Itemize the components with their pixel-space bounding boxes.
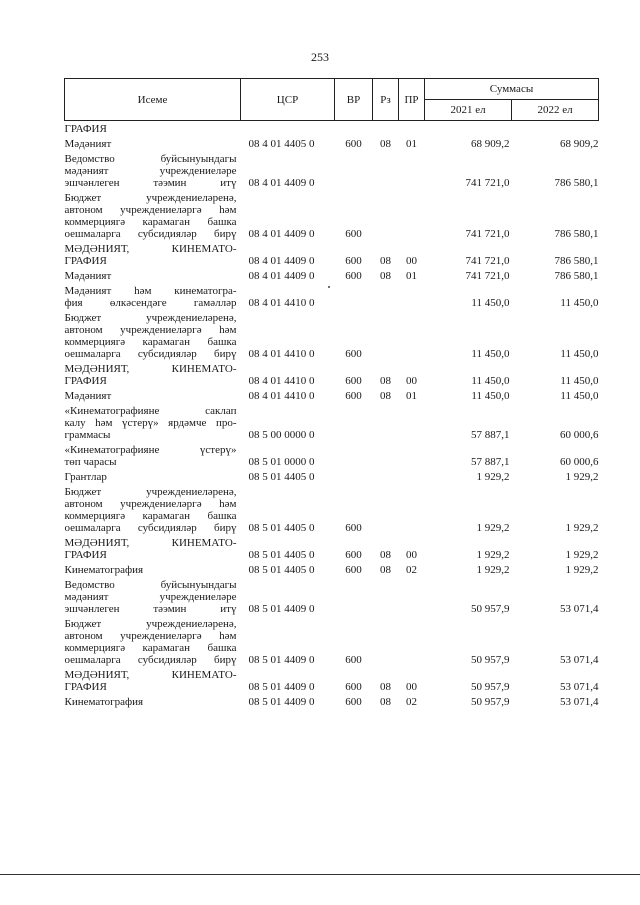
row-pr-code <box>399 618 425 669</box>
row-rz-code: 08 <box>380 549 391 561</box>
row-vr-code <box>335 121 373 139</box>
row-vr-code: 600 <box>345 138 362 150</box>
row-name-line: автоном учреждениеләргә һәм <box>64 204 237 216</box>
table-row <box>65 285 599 312</box>
row-amount-2022: 1 929,2 <box>565 522 599 534</box>
row-amount-2021: 741 721,0 <box>465 255 510 267</box>
row-rz-code <box>373 192 399 243</box>
row-name <box>65 444 241 471</box>
row-rz-code: 08 <box>380 681 391 693</box>
row-rz-code: 08 <box>380 375 391 387</box>
row-vr-code: 600 <box>345 390 362 402</box>
row-name-line: «Кинематографияне саклап <box>64 405 237 417</box>
table-row <box>65 363 599 390</box>
row-name-line: мәдәният учреждениеләре <box>64 591 237 603</box>
row-name <box>65 192 241 243</box>
row-amount-2022: 11 450,0 <box>560 375 599 387</box>
row-name-line: автоном учреждениеләргә һәм <box>64 630 237 642</box>
row-amount-2021: 741 721,0 <box>465 177 510 189</box>
row-csr-code: 08 4 01 4409 0 <box>248 255 315 267</box>
row-amount-2021: 741 721,0 <box>465 228 510 240</box>
row-amount-2021: 50 957,9 <box>471 681 510 693</box>
row-csr-code: 08 5 01 4409 0 <box>248 696 315 708</box>
row-name-line: оешмаларга субсидияләр бирү <box>64 228 237 240</box>
row-csr-code: 08 5 01 4409 0 <box>248 654 315 666</box>
row-rz-code <box>373 405 399 444</box>
row-pr-code <box>399 471 425 486</box>
row-amount-2021 <box>425 121 512 139</box>
table-row <box>65 696 599 711</box>
row-csr-code: 08 5 01 4409 0 <box>248 681 315 693</box>
row-amount-2021: 11 450,0 <box>471 390 510 402</box>
row-rz-code: 08 <box>380 270 391 282</box>
row-name-line: Ведомство буйсынуындагы <box>64 579 237 591</box>
table-row <box>65 618 599 669</box>
row-name-line: фия өлкәсендәге гамәлләр <box>64 297 237 309</box>
table-header <box>65 79 599 121</box>
row-name-line: Кинематография <box>64 564 144 576</box>
table-row <box>65 471 599 486</box>
table-row <box>65 138 599 153</box>
column-header-year-2021: 2021 ел <box>425 100 512 121</box>
row-rz-code <box>373 444 399 471</box>
row-vr-code <box>335 471 373 486</box>
row-pr-code <box>399 285 425 312</box>
table-row <box>65 444 599 471</box>
row-rz-code <box>373 153 399 192</box>
row-amount-2022: 786 580,1 <box>554 177 599 189</box>
row-amount-2021: 57 887,1 <box>471 456 510 468</box>
row-name-line: Мәдәният һәм кинематогра- <box>64 285 237 297</box>
row-pr-code: 02 <box>406 696 417 708</box>
row-name-line: Мәдәният <box>64 390 112 402</box>
row-amount-2021: 50 957,9 <box>471 696 510 708</box>
row-name <box>65 312 241 363</box>
row-pr-code: 02 <box>406 564 417 576</box>
row-vr-code: 600 <box>345 375 362 387</box>
row-name <box>65 121 241 139</box>
row-pr-code <box>399 312 425 363</box>
row-name-line: Кинематография <box>64 696 144 708</box>
row-name-line: мәдәният учреждениеләре <box>64 165 237 177</box>
row-rz-code <box>373 285 399 312</box>
row-vr-code: 600 <box>345 255 362 267</box>
row-amount-2021: 57 887,1 <box>471 429 510 441</box>
row-vr-code: 600 <box>345 549 362 561</box>
row-pr-code: 01 <box>406 390 417 402</box>
row-rz-code <box>373 618 399 669</box>
row-amount-2022: 60 000,6 <box>560 456 599 468</box>
row-name-line: МӘДӘНИЯТ, КИНЕМАТО- <box>64 363 237 375</box>
row-name-line: МӘДӘНИЯТ, КИНЕМАТО- <box>64 243 237 255</box>
row-name <box>65 618 241 669</box>
row-amount-2021: 1 929,2 <box>476 549 510 561</box>
row-rz-code <box>373 579 399 618</box>
row-pr-code <box>399 121 425 139</box>
row-pr-code <box>399 405 425 444</box>
row-amount-2022: 68 909,2 <box>560 138 599 150</box>
row-name-line: Бюджет учреждениеләренә, <box>64 312 237 324</box>
row-amount-2021: 50 957,9 <box>471 603 510 615</box>
row-csr-code: 08 5 01 4405 0 <box>248 522 315 534</box>
column-header-csr: ЦСР <box>241 79 335 121</box>
row-name-line: төп чарасы <box>64 456 117 468</box>
row-csr-code: 08 4 01 4409 0 <box>248 177 315 189</box>
row-amount-2022: 786 580,1 <box>554 228 599 240</box>
row-name-line: калу һәм үстерү» ярдәмче про- <box>64 417 237 429</box>
row-amount-2022: 11 450,0 <box>560 390 599 402</box>
row-name-line: Мәдәният <box>64 138 112 150</box>
row-amount-2021: 1 929,2 <box>476 471 510 483</box>
row-vr-code: 600 <box>345 348 362 360</box>
row-csr-code: 08 4 01 4410 0 <box>248 375 315 387</box>
row-pr-code: 01 <box>406 270 417 282</box>
row-pr-code <box>399 579 425 618</box>
row-name <box>65 486 241 537</box>
row-csr-code: 08 5 01 4405 0 <box>248 549 315 561</box>
row-name-line: оешмаларга субсидияләр бирү <box>64 522 237 534</box>
row-pr-code: 00 <box>406 681 417 693</box>
row-name-line: оешмаларга субсидияләр бирү <box>64 654 237 666</box>
row-name-line: коммерциягә карамаган башка <box>64 336 237 348</box>
row-csr-code <box>241 121 335 139</box>
row-name-line: автоном учреждениеләргә һәм <box>64 324 237 336</box>
row-csr-code: 08 5 01 4405 0 <box>248 564 315 576</box>
row-vr-code <box>335 285 373 312</box>
table-row <box>65 270 599 285</box>
row-vr-code <box>335 153 373 192</box>
table-row <box>65 537 599 564</box>
row-name-line: Грантлар <box>64 471 107 483</box>
row-amount-2022: 60 000,6 <box>560 429 599 441</box>
row-pr-code <box>399 192 425 243</box>
table-row <box>65 564 599 579</box>
row-amount-2022: 786 580,1 <box>554 270 599 282</box>
row-amount-2022: 11 450,0 <box>560 348 599 360</box>
row-name-line: МӘДӘНИЯТ, КИНЕМАТО- <box>64 669 237 681</box>
row-amount-2021: 50 957,9 <box>471 654 510 666</box>
row-vr-code: 600 <box>345 681 362 693</box>
row-amount-2021: 11 450,0 <box>471 297 510 309</box>
table-row <box>65 486 599 537</box>
row-name <box>65 537 241 564</box>
row-csr-code: 08 4 01 4410 0 <box>248 390 315 402</box>
table-row <box>65 390 599 405</box>
row-amount-2021: 11 450,0 <box>471 348 510 360</box>
table-body <box>65 121 599 712</box>
column-header-year-2022: 2022 ел <box>512 100 599 121</box>
row-csr-code: 08 5 01 4405 0 <box>248 471 315 483</box>
page-number: 253 <box>311 50 329 64</box>
row-csr-code: 08 4 01 4410 0 <box>248 297 315 309</box>
row-name <box>65 405 241 444</box>
table-row <box>65 579 599 618</box>
row-csr-code: 08 4 01 4409 0 <box>248 228 315 240</box>
row-name <box>65 363 241 390</box>
row-name-line: эшчәнлеген тәэмин итү <box>64 177 237 189</box>
row-rz-code <box>373 312 399 363</box>
row-rz-code: 08 <box>380 138 391 150</box>
row-name <box>65 138 241 153</box>
row-csr-code: 08 5 01 0000 0 <box>248 456 315 468</box>
row-name-line: автоном учреждениеләргә һәм <box>64 498 237 510</box>
budget-table <box>64 78 599 711</box>
row-name-line: Бюджет учреждениеләренә, <box>64 192 237 204</box>
row-pr-code <box>399 444 425 471</box>
row-vr-code: 600 <box>345 522 362 534</box>
row-amount-2021: 68 909,2 <box>471 138 510 150</box>
row-name-line: эшчәнлеген тәэмин итү <box>64 603 237 615</box>
table-row <box>65 669 599 696</box>
row-csr-code: 08 5 01 4409 0 <box>248 603 315 615</box>
row-amount-2022: 53 071,4 <box>560 654 599 666</box>
row-name-line: ГРАФИЯ <box>64 123 107 135</box>
column-header-name: Исеме <box>65 79 241 121</box>
row-name-line: ГРАФИЯ <box>64 549 107 561</box>
row-name <box>65 285 241 312</box>
row-name-line: ГРАФИЯ <box>64 681 107 693</box>
row-rz-code: 08 <box>380 255 391 267</box>
row-vr-code: 600 <box>345 228 362 240</box>
table-row <box>65 192 599 243</box>
row-amount-2022: 786 580,1 <box>554 255 599 267</box>
row-amount-2022: 1 929,2 <box>565 471 599 483</box>
row-csr-code: 08 4 01 4409 0 <box>248 270 315 282</box>
table-row <box>65 121 599 139</box>
row-name <box>65 153 241 192</box>
row-csr-code: 08 5 00 0000 0 <box>248 429 315 441</box>
row-name-line: оешмаларга субсидияләр бирү <box>64 348 237 360</box>
row-rz-code: 08 <box>380 390 391 402</box>
table-row <box>65 243 599 270</box>
row-pr-code: 00 <box>406 549 417 561</box>
row-vr-code: 600 <box>345 696 362 708</box>
row-name <box>65 564 241 579</box>
row-amount-2021: 11 450,0 <box>471 375 510 387</box>
row-amount-2022: 11 450,0 <box>560 297 599 309</box>
table-row <box>65 153 599 192</box>
row-name-line: коммерциягә карамаган башка <box>64 510 237 522</box>
row-rz-code: 08 <box>380 564 391 576</box>
row-name-line: Бюджет учреждениеләренә, <box>64 618 237 630</box>
row-name-line: коммерциягә карамаган башка <box>64 642 237 654</box>
table-row <box>65 312 599 363</box>
row-amount-2022: 53 071,4 <box>560 603 599 615</box>
row-amount-2021: 741 721,0 <box>465 270 510 282</box>
row-name <box>65 390 241 405</box>
row-name <box>65 669 241 696</box>
row-vr-code: 600 <box>345 564 362 576</box>
row-vr-code <box>335 444 373 471</box>
row-amount-2022: 1 929,2 <box>565 549 599 561</box>
row-amount-2022: 1 929,2 <box>565 564 599 576</box>
row-amount-2022: 53 071,4 <box>560 681 599 693</box>
row-name-line: ГРАФИЯ <box>64 255 107 267</box>
row-name-line: граммасы <box>64 429 111 441</box>
row-pr-code: 00 <box>406 255 417 267</box>
row-csr-code: 08 4 01 4405 0 <box>248 138 315 150</box>
row-name-line: «Кинематографияне үстерү» <box>64 444 237 456</box>
row-amount-2021: 1 929,2 <box>476 522 510 534</box>
row-amount-2022: 53 071,4 <box>560 696 599 708</box>
row-name-line: Мәдәният <box>64 270 112 282</box>
row-pr-code <box>399 153 425 192</box>
row-name <box>65 579 241 618</box>
scan-edge-line <box>0 874 640 875</box>
row-amount-2022 <box>512 121 599 139</box>
column-header-sums: Суммасы <box>425 79 599 100</box>
row-pr-code <box>399 486 425 537</box>
column-header-vr: ВР <box>335 79 373 121</box>
scan-speck <box>328 286 330 288</box>
row-pr-code: 00 <box>406 375 417 387</box>
row-rz-code: 08 <box>380 696 391 708</box>
row-name-line: коммерциягә карамаган башка <box>64 216 237 228</box>
row-amount-2021: 1 929,2 <box>476 564 510 576</box>
row-name-line: МӘДӘНИЯТ, КИНЕМАТО- <box>64 537 237 549</box>
row-vr-code: 600 <box>345 270 362 282</box>
row-name-line: Бюджет учреждениеләренә, <box>64 486 237 498</box>
row-name-line: Ведомство буйсынуындагы <box>64 153 237 165</box>
table-row <box>65 405 599 444</box>
column-header-rz: Рз <box>373 79 399 121</box>
column-header-pr: ПР <box>399 79 425 121</box>
row-vr-code <box>335 579 373 618</box>
row-rz-code <box>373 486 399 537</box>
row-rz-code <box>373 121 399 139</box>
row-vr-code: 600 <box>345 654 362 666</box>
row-csr-code: 08 4 01 4410 0 <box>248 348 315 360</box>
row-pr-code: 01 <box>406 138 417 150</box>
row-name <box>65 471 241 486</box>
row-name <box>65 270 241 285</box>
row-name <box>65 696 241 711</box>
row-vr-code <box>335 405 373 444</box>
row-rz-code <box>373 471 399 486</box>
row-name <box>65 243 241 270</box>
row-name-line: ГРАФИЯ <box>64 375 107 387</box>
